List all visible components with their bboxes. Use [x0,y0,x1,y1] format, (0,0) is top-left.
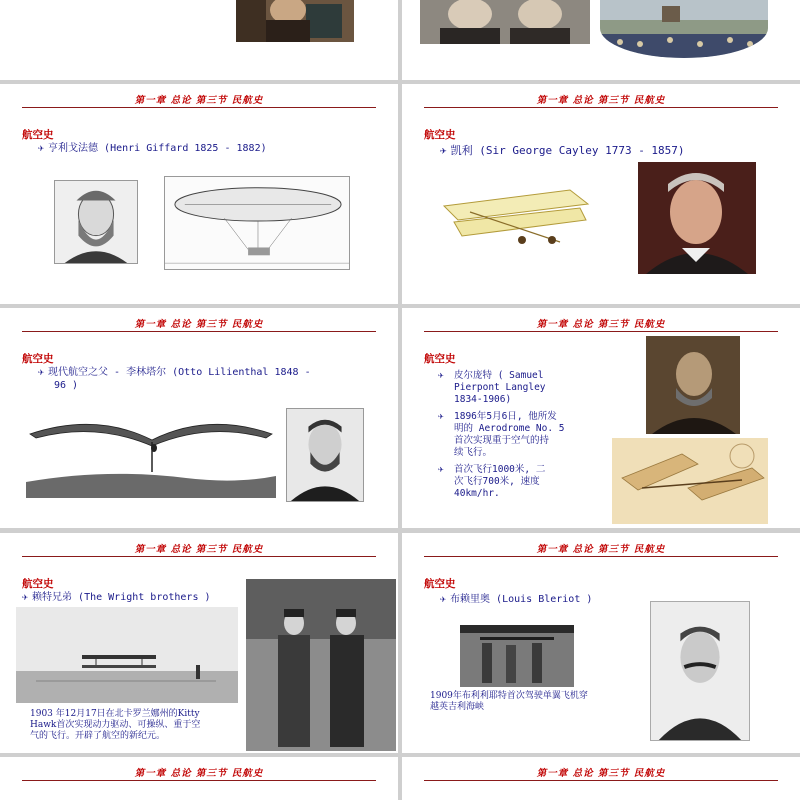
bleriot-portrait-image [650,601,750,741]
header-divider [22,331,376,332]
bullet-wright: ✈ 赖特兄弟 (The Wright brothers ) [22,592,211,603]
header-divider [424,780,778,781]
wright-brothers-portrait-image [246,579,396,751]
list-item: ✈ 1896年5月6日, 他所发 明的 Aerodrome No. 5 首次实现重于空气的持 续飞行。 [438,411,565,458]
bullet-giffard: ✈ 亨利戈法德 (Henri Giffard 1825 - 1882) [38,143,267,154]
langley-aerodrome-photo-image [612,438,768,524]
slide-header: 第一章 总论 第三节 民航史 [536,319,666,330]
section-label: 航空史 [22,129,54,141]
header-divider [22,780,376,781]
plane-icon: ✈ [38,143,45,154]
list-item: ✈ 首次飞行1000米, 二 次飞行700米, 速度 40km/hr. [438,464,546,499]
slide-langley[interactable] [402,308,800,528]
slide-header: 第一章 总论 第三节 民航史 [134,544,264,555]
slide-bottom-right[interactable] [402,757,800,800]
slide-top-right[interactable] [402,0,800,80]
section-label: 航空史 [424,129,456,141]
section-label: 航空史 [424,578,456,590]
lilienthal-glider-photo-image [26,412,276,498]
bullet-lilienthal: ✈ 现代航空之父 - 李林塔尔 (Otto Lilienthal 1848 - 96 ) [38,367,311,391]
slide-cayley[interactable] [402,84,800,304]
slide-header: 第一章 总论 第三节 民航史 [134,768,264,779]
plane-icon: ✈ [440,144,447,157]
slide-bleriot[interactable] [402,533,800,753]
two-men-portrait-image [420,0,590,44]
header-divider [424,331,778,332]
bleriot-monoplane-photo-image [460,625,574,687]
bullet-cayley: ✈ 凯利 (Sir George Cayley 1773 - 1857) [440,144,685,157]
section-label: 航空史 [424,353,456,365]
portrait-with-book-image [236,0,354,42]
slide-top-left[interactable] [0,0,398,80]
lilienthal-portrait-image [286,408,364,502]
cayley-glider-drawing-image [440,182,590,260]
plane-icon: ✈ [440,594,447,605]
giffard-airship-drawing-image [164,176,350,270]
list-item: ✈ 皮尔庞特 ( Samuel Pierpont Langley 1834-1906) [438,370,546,405]
plane-icon: ✈ [22,592,29,603]
langley-portrait-image [646,336,740,434]
header-divider [424,107,778,108]
plane-icon: ✈ [438,464,444,475]
slide-header: 第一章 总论 第三节 民航史 [536,768,666,779]
slide-lilienthal[interactable] [0,308,398,528]
slide-header: 第一章 总论 第三节 民航史 [134,319,264,330]
plane-icon: ✈ [438,411,444,422]
slide-header: 第一章 总论 第三节 民航史 [134,95,264,106]
section-label: 航空史 [22,353,54,365]
plane-icon: ✈ [438,370,444,381]
slide-giffard[interactable] [0,84,398,304]
plane-icon: ✈ [38,367,45,378]
balloon-crowd-painting-image [600,0,768,58]
langley-bullet-list [438,370,608,505]
giffard-portrait-image [54,180,138,264]
wright-first-flight-photo-image [16,607,238,703]
bullet-bleriot: ✈ 布赖里奥 (Louis Bleriot ) [440,594,593,605]
cayley-portrait-image [638,162,756,274]
wright-caption: 1903 年12月17日在北卡罗兰娜州的Kitty Hawk首次实现动力驱动、可操纵、重于空 气的飞行。开辟了航空的新纪元。 [30,709,201,741]
bleriot-caption: 1909年布利利耶特首次驾驶单翼飞机穿 越英吉利海峡 [430,691,588,712]
header-divider [22,556,376,557]
header-divider [424,556,778,557]
header-divider [22,107,376,108]
slide-bottom-left[interactable] [0,757,398,800]
slide-header: 第一章 总论 第三节 民航史 [536,544,666,555]
slide-header: 第一章 总论 第三节 民航史 [536,95,666,106]
slide-wright[interactable] [0,533,398,753]
section-label: 航空史 [22,578,54,590]
